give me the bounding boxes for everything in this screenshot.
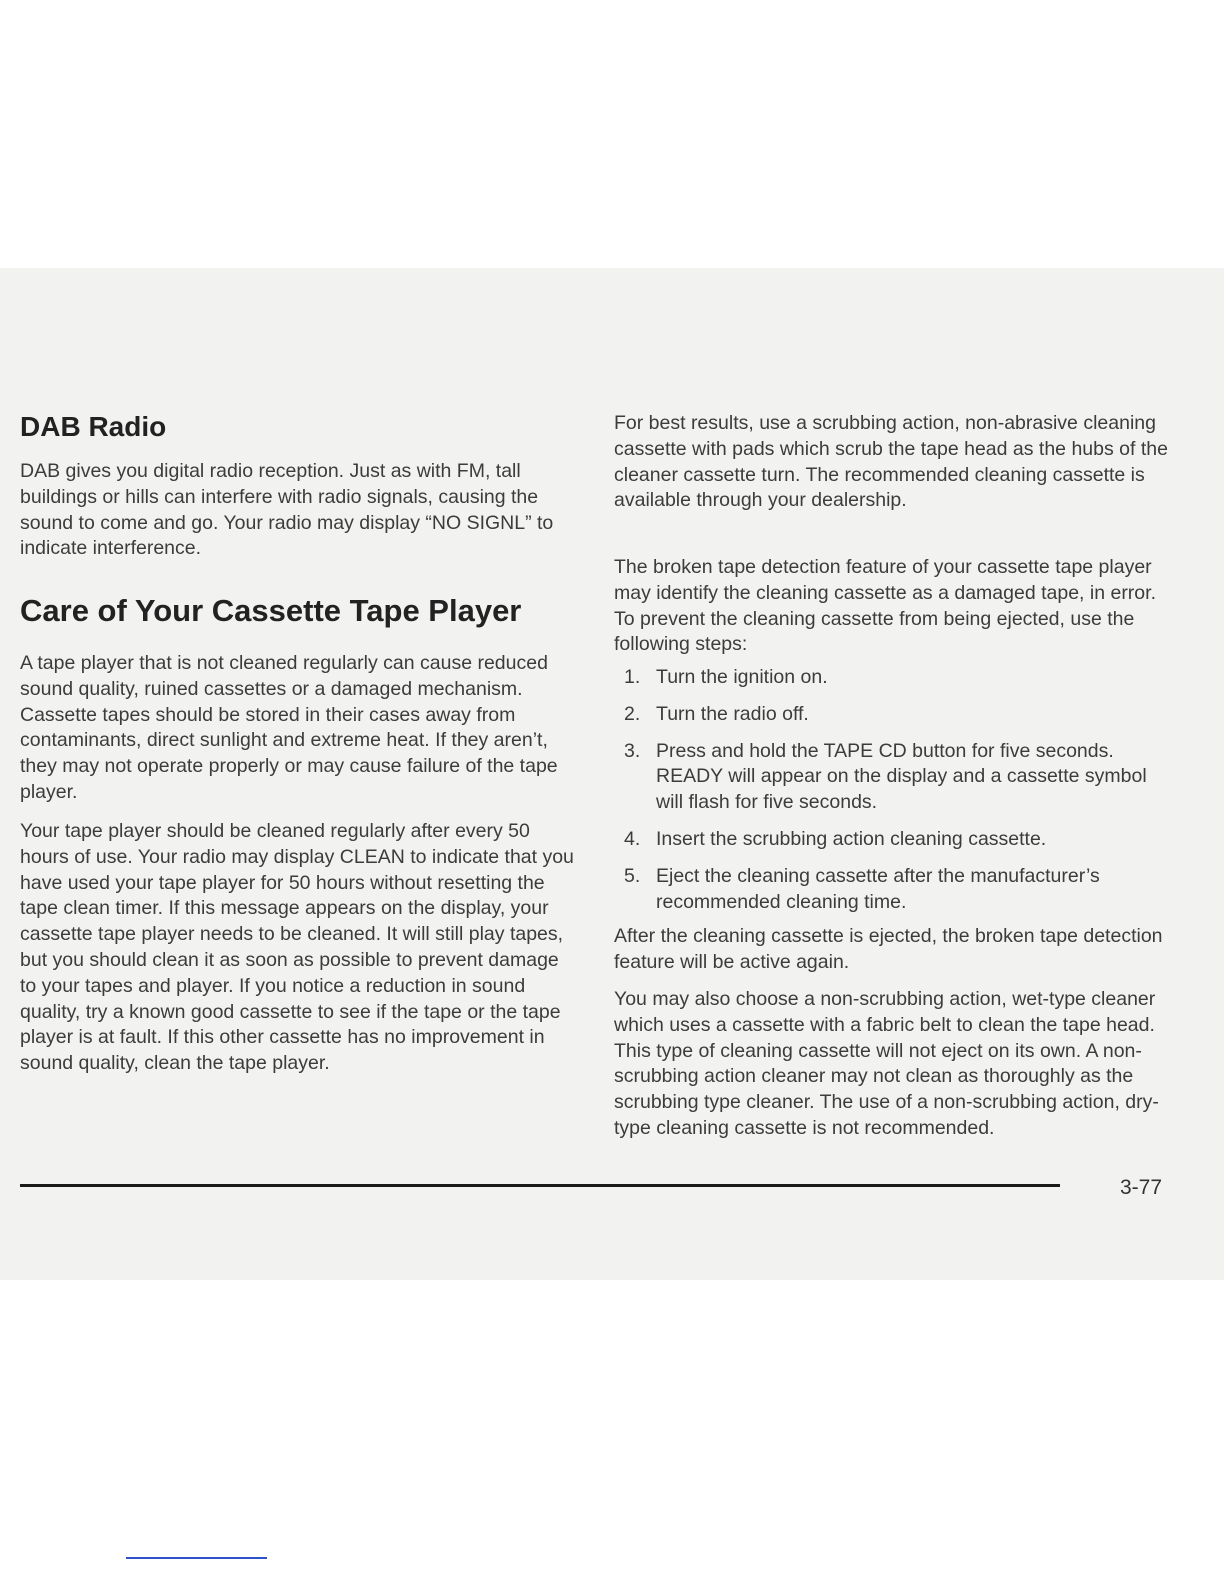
step-text: Press and hold the TAPE CD button for five seconds. READY will appear on the display and a cassette symbol will flash for five seconds. [656,739,1147,814]
cassette-care-heading: Care of Your Cassette Tape Player [20,593,522,628]
step-text: Turn the radio off. [656,702,809,725]
list-item [614,702,1174,728]
list-item [614,827,1174,853]
footer-divider [20,1184,1060,1187]
step-number: 1. [624,666,641,688]
cassette-care-paragraph-1: A tape player that is not cleaned regularly can cause reduced sound quality, ruined cassettes or a damaged mechanism. Cassette tapes should be stored in their cases away from contaminants, direct sunlight and extreme heat. If they aren’t, they may not operate properly or may cause failure of the tape player. [20,652,558,803]
step-text: Insert the scrubbing action cleaning cassette. [656,827,1047,850]
dab-radio-heading: DAB Radio [20,411,167,442]
step-number: 3. [624,739,641,762]
page-number: 3-77 [1119,1176,1162,1199]
cassette-care-paragraph-2: Your tape player should be cleaned regularly after every 50 hours of use. Your radio may display CLEAN to indicate that you have used your tape player for 50 hours without resetting the tape clean timer. If this message appears on the display, your cassette tape player needs to be cleaned. It will still play tapes, but you should clean it as soon as possible to prevent damage to your tapes and player. If you notice a reduction in sound quality, try a known good cassette to see if the tape or the tape player is at fault. If this other cassette has no improvement in sound quality, clean the tape player. [20,820,574,1075]
step-number: 5. [624,864,641,887]
list-item [614,665,1174,691]
navigation-link-underline[interactable] [126,1557,267,1559]
cleaning-steps-list [614,665,1174,926]
list-item [614,739,1174,816]
step-text: Eject the cleaning cassette after the manufacturer’s recommended cleaning time. [656,864,1100,913]
broken-tape-detection-paragraph: The broken tape detection feature of your cassette tape player may identify the cleaning cassette as a damaged tape, in error. To prevent the cleaning cassette from being ejected, use the following steps: [614,556,1156,656]
cleaning-cassette-paragraph: For best results, use a scrubbing action, non-abrasive cleaning cassette with pads which scrub the tape head as the hubs of the cleaner cassette turn. The recommended cleaning cassette is available through your dealership. [614,412,1168,512]
step-number: 2. [624,702,641,725]
after-cleaning-paragraph: After the cleaning cassette is ejected, the broken tape detection feature will be active again. [614,925,1163,973]
non-scrubbing-cleaner-paragraph: You may also choose a non-scrubbing action, wet-type cleaner which uses a cassette with a fabric belt to clean the tape head. This type of cleaning cassette will not eject on its own. A non-scrubbing action cleaner may not clean as thoroughly as the scrubbing type cleaner. The use of a non-scrubbing action, dry-type cleaning cassette is not recommended. [614,988,1159,1139]
step-text: Turn the ignition on. [656,666,828,688]
step-number: 4. [624,827,641,850]
list-item [614,864,1174,916]
manual-page [0,268,1224,1280]
dab-radio-paragraph: DAB gives you digital radio reception. Just as with FM, tall buildings or hills can interfere with radio signals, causing the sound to come and go. Your radio may display “NO SIGNL” to indicate interference. [20,460,554,560]
